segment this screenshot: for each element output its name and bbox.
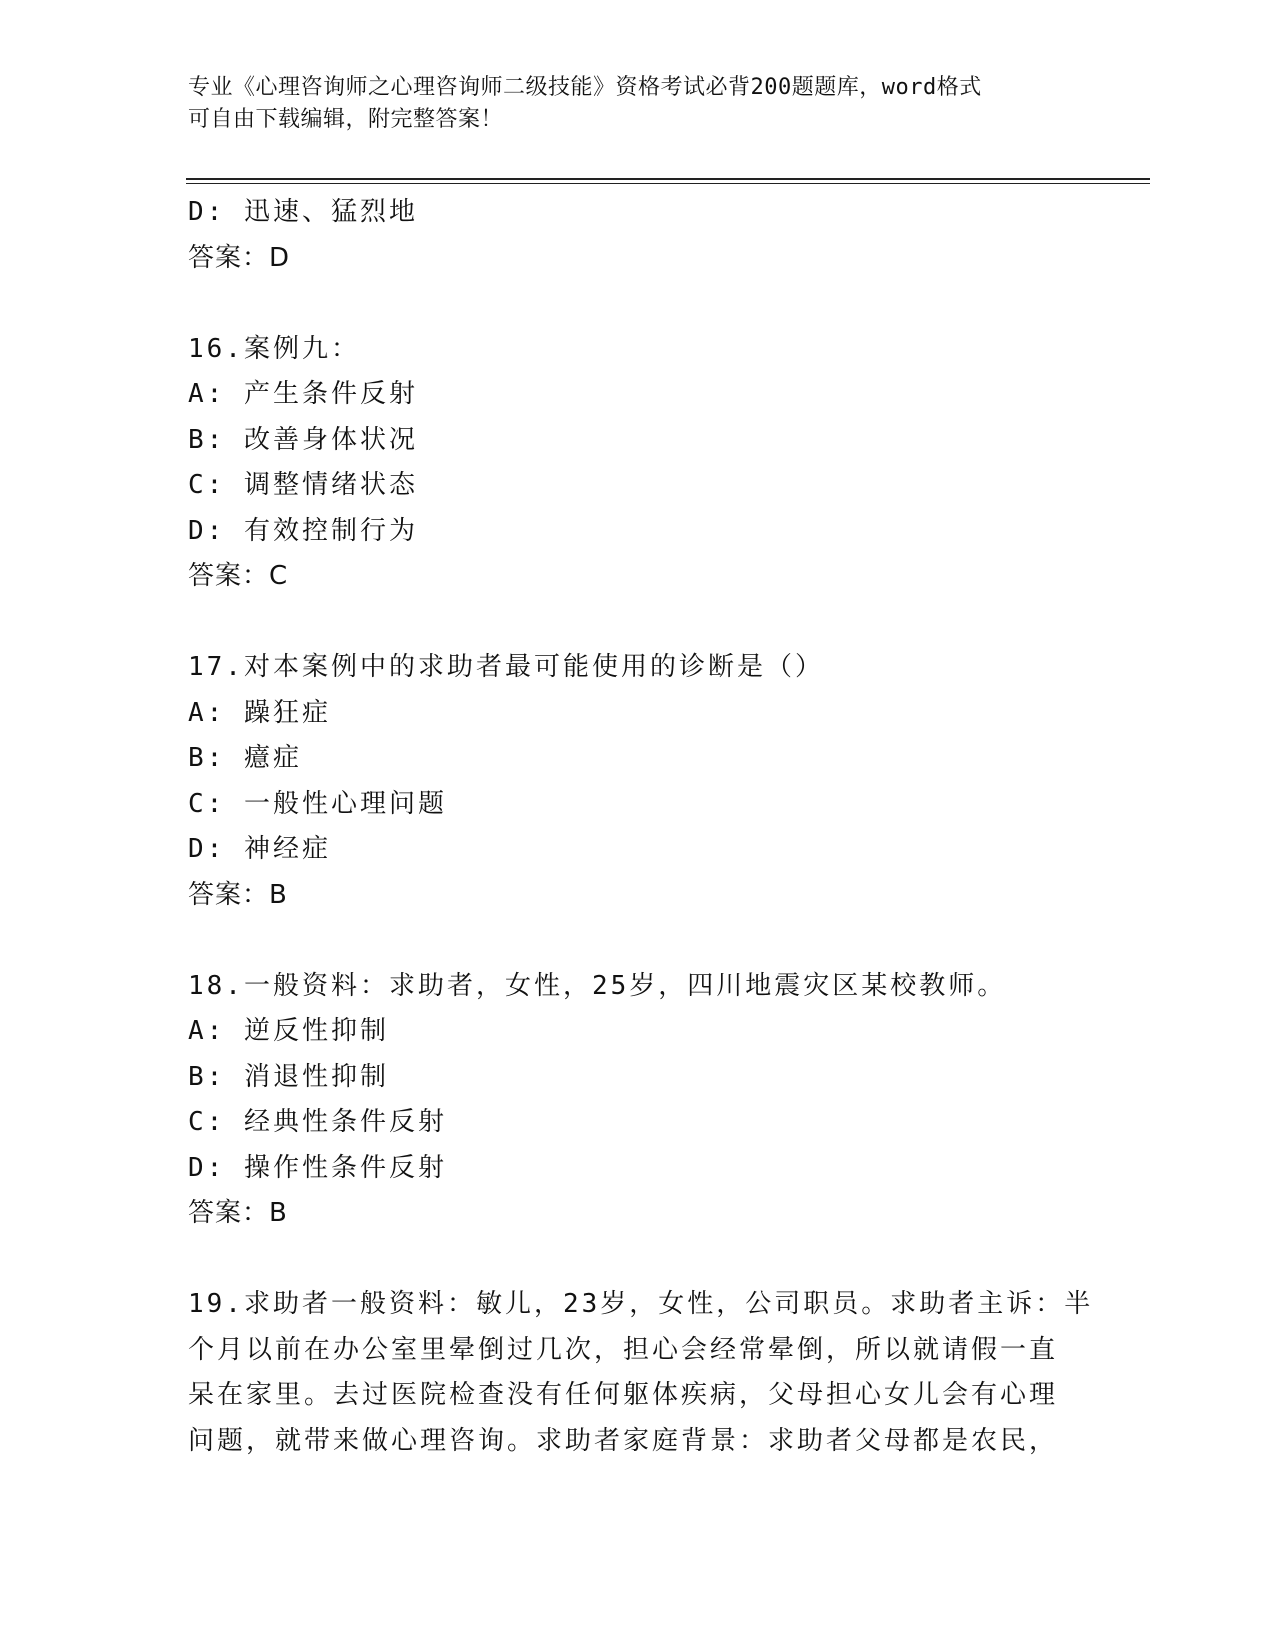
question-title: 18.一般资料：求助者，女性，25岁，四川地震灾区某校教师。 <box>188 970 1007 1001</box>
answer: 答案：B <box>188 1198 288 1228</box>
header-line-1: 专业《心理咨询师之心理咨询师二级技能》资格考试必背200题题库，word格式 <box>188 75 982 100</box>
question-title: 17.对本案例中的求助者最可能使用的诊断是（） <box>188 652 824 682</box>
prev-option-d: D: 迅速、猛烈地 <box>188 197 418 227</box>
question-19-line-3: 呆在家里。去过医院检查没有任何躯体疾病，父母担心女儿会有心理 <box>188 1380 1059 1410</box>
answer: 答案：C <box>188 561 289 591</box>
header-divider-thick <box>186 178 1150 180</box>
prev-answer: 答案：D <box>188 242 291 273</box>
spacer <box>188 1237 1088 1283</box>
option-c: C: 调整情绪状态 <box>188 470 418 500</box>
question-16 <box>188 327 1088 600</box>
question-19-line-1: 19.求助者一般资料：敏儿，23岁，女性，公司职员。求助者主诉：半 <box>188 1289 1094 1319</box>
option-b: B: 癔症 <box>188 743 302 773</box>
spacer <box>188 281 1088 327</box>
question-19-line-2: 个月以前在办公室里晕倒过几次，担心会经常晕倒，所以就请假一直 <box>188 1334 1059 1365</box>
spacer <box>188 600 1088 646</box>
option-a: A: 躁狂症 <box>188 697 331 728</box>
option-b: B: 消退性抑制 <box>188 1061 389 1092</box>
spacer <box>188 918 1088 964</box>
document-header <box>188 72 1088 136</box>
header-divider-thin <box>186 183 1150 184</box>
question-title: 16.案例九： <box>188 333 360 364</box>
question-19-line-4: 问题，就带来做心理咨询。求助者家庭背景：求助者父母都是农民， <box>188 1425 1059 1456</box>
question-17 <box>188 645 1088 918</box>
option-d: D: 有效控制行为 <box>188 515 418 546</box>
option-a: A: 逆反性抑制 <box>188 1016 389 1046</box>
question-18 <box>188 964 1088 1237</box>
option-b: B: 改善身体状况 <box>188 424 418 455</box>
option-c: C: 经典性条件反射 <box>188 1107 447 1137</box>
answer: 答案：B <box>188 879 288 910</box>
header-line-2: 可自由下载编辑，附完整答案！ <box>188 107 504 132</box>
option-c: C: 一般性心理问题 <box>188 788 447 819</box>
option-d: D: 操作性条件反射 <box>188 1152 447 1183</box>
option-a: A: 产生条件反射 <box>188 379 418 409</box>
question-19 <box>188 1282 1094 1464</box>
document-body <box>188 190 1094 1464</box>
option-d: D: 神经症 <box>188 834 331 864</box>
